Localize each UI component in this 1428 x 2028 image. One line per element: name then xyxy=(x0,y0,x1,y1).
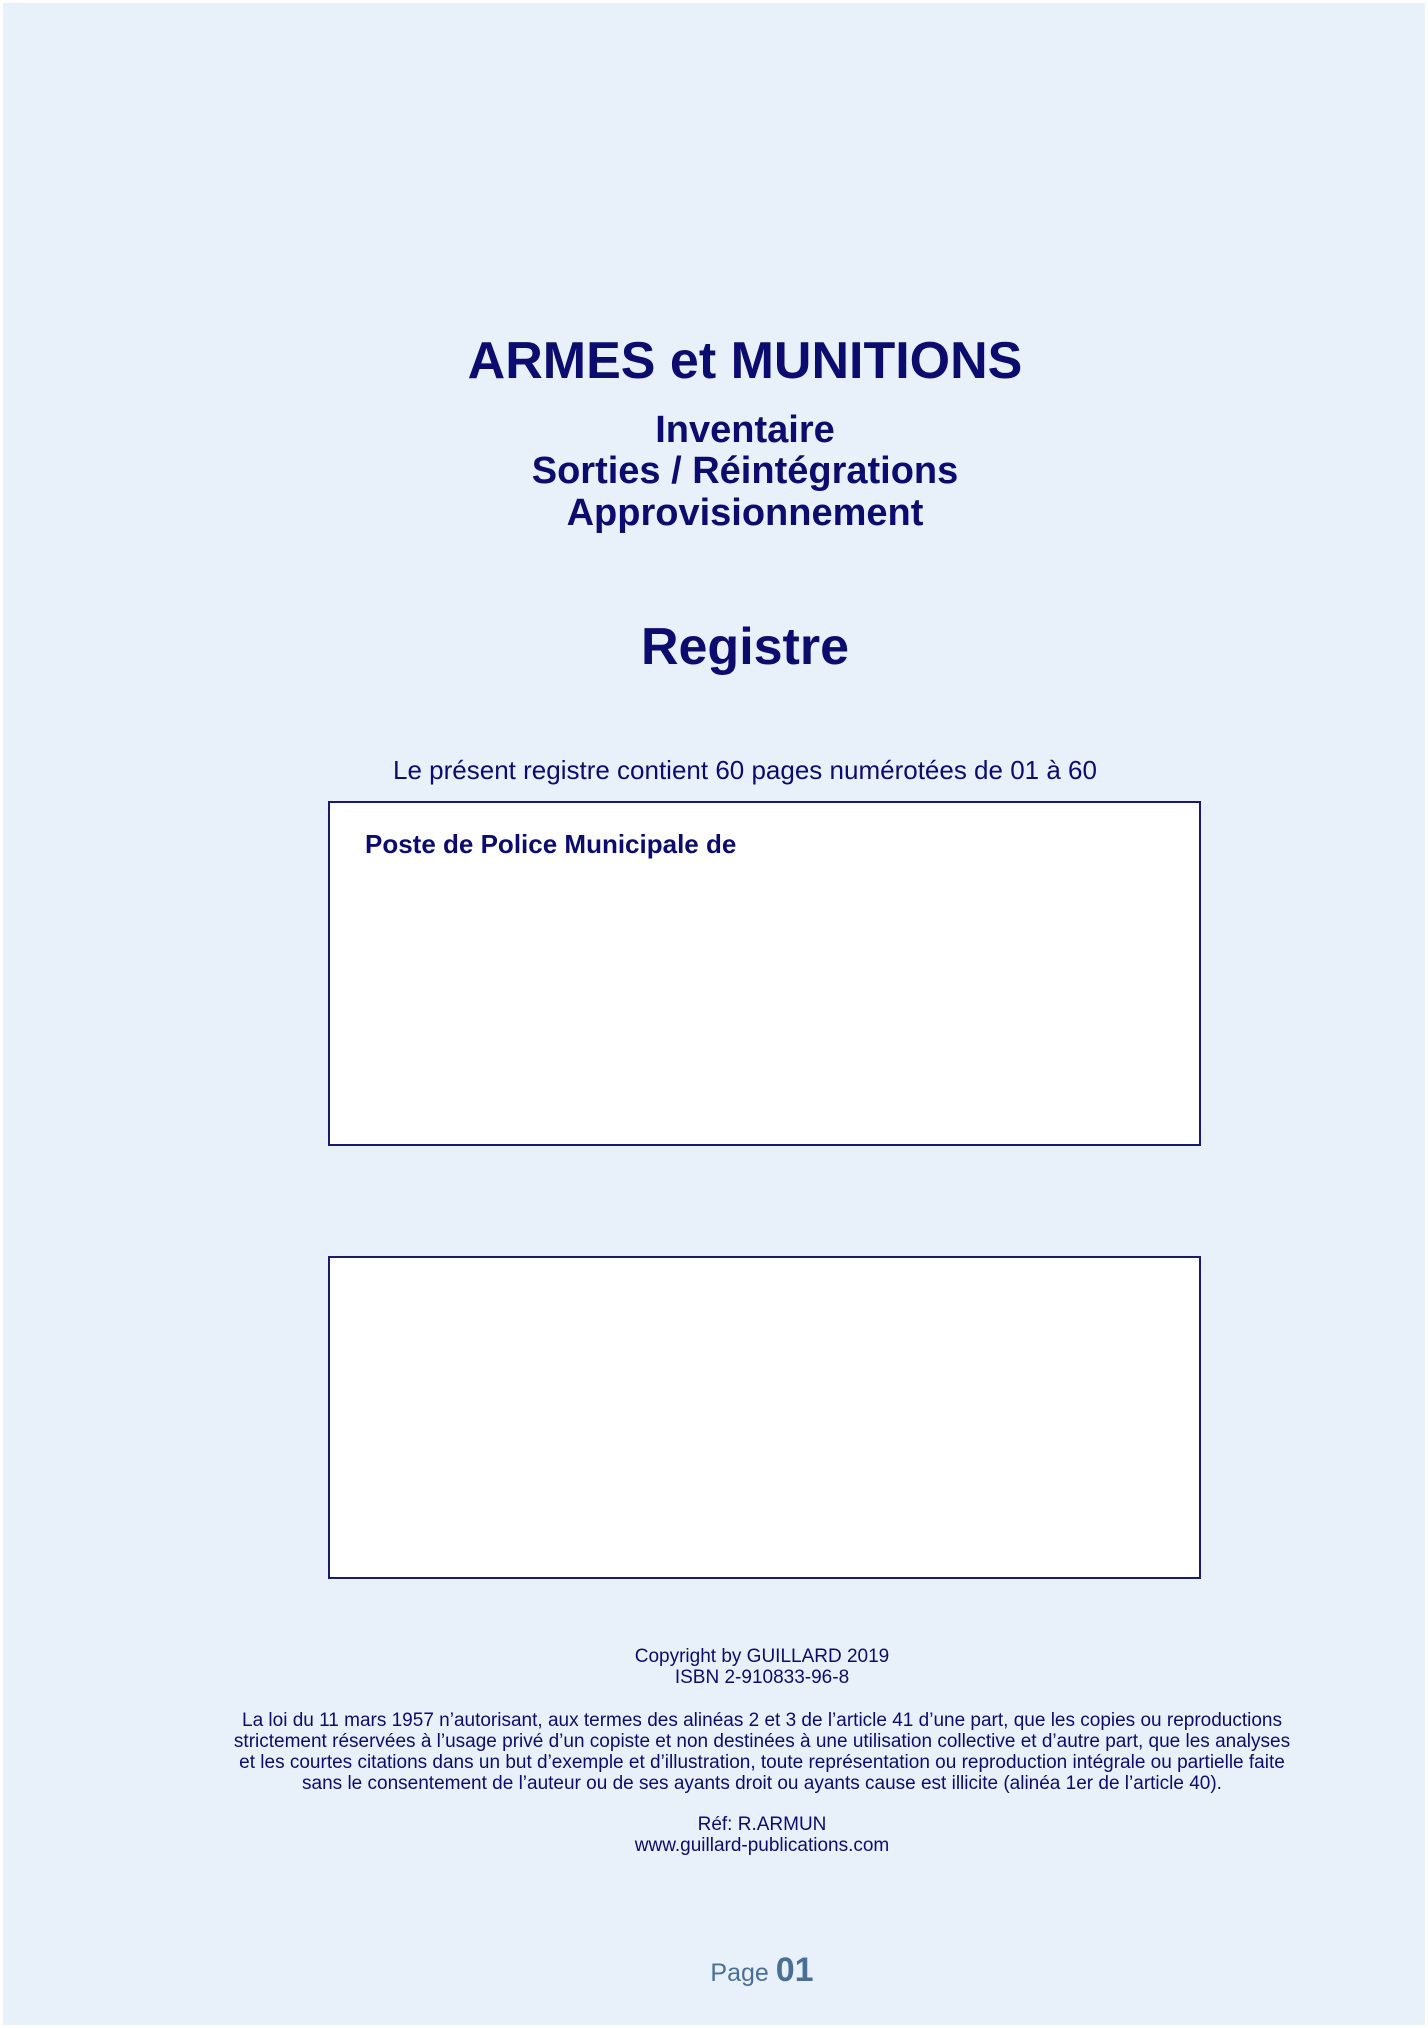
subtitle-approvisionnement: Approvisionnement xyxy=(566,492,924,534)
copyright: Copyright by GUILLARD 2019 xyxy=(634,1646,890,1667)
blank-stamp-box xyxy=(328,1256,1201,1579)
legal-notice xyxy=(3,1710,1428,1794)
page-footer xyxy=(3,1951,1428,1990)
website: www.guillard-publications.com xyxy=(634,1835,890,1856)
police-station-box xyxy=(328,801,1201,1146)
document-page xyxy=(3,3,1425,2025)
legal-line: La loi du 11 mars 1957 n’autorisant, aux termes des alinéas 2 et 3 de l’article 41 d’une part, que les copies ou reproductions xyxy=(242,1710,1282,1731)
page-label: Page xyxy=(710,1959,769,1987)
legal-line: strictement réservées à l’usage privé d’un copiste et non destinées à une utilisation collective et d’autre part, que les analyses xyxy=(233,1731,1291,1752)
isbn: ISBN 2-910833-96-8 xyxy=(674,1667,850,1688)
legal-line: et les courtes citations dans un but d’exemple et d’illustration, toute représentation ou reproduction intégrale ou partielle faite xyxy=(239,1752,1285,1773)
police-station-label: Poste de Police Municipale de xyxy=(365,829,737,859)
reference: Réf: R.ARMUN xyxy=(697,1814,827,1835)
legal-line: sans le consentement de l’auteur ou de ses ayants droit ou ayants cause est illicite (alinéa 1er de l’article 40). xyxy=(302,1773,1222,1794)
subtitle-inventaire: Inventaire xyxy=(655,409,835,451)
subtitle-sorties: Sorties / Réintégrations xyxy=(531,450,959,492)
page-number: 01 xyxy=(775,1951,814,1989)
page-count-note: Le présent registre contient 60 pages numérotées de 01 à 60 xyxy=(393,755,1097,785)
registre-heading: Registre xyxy=(640,618,850,676)
document-title: ARMES et MUNITIONS xyxy=(467,332,1023,390)
